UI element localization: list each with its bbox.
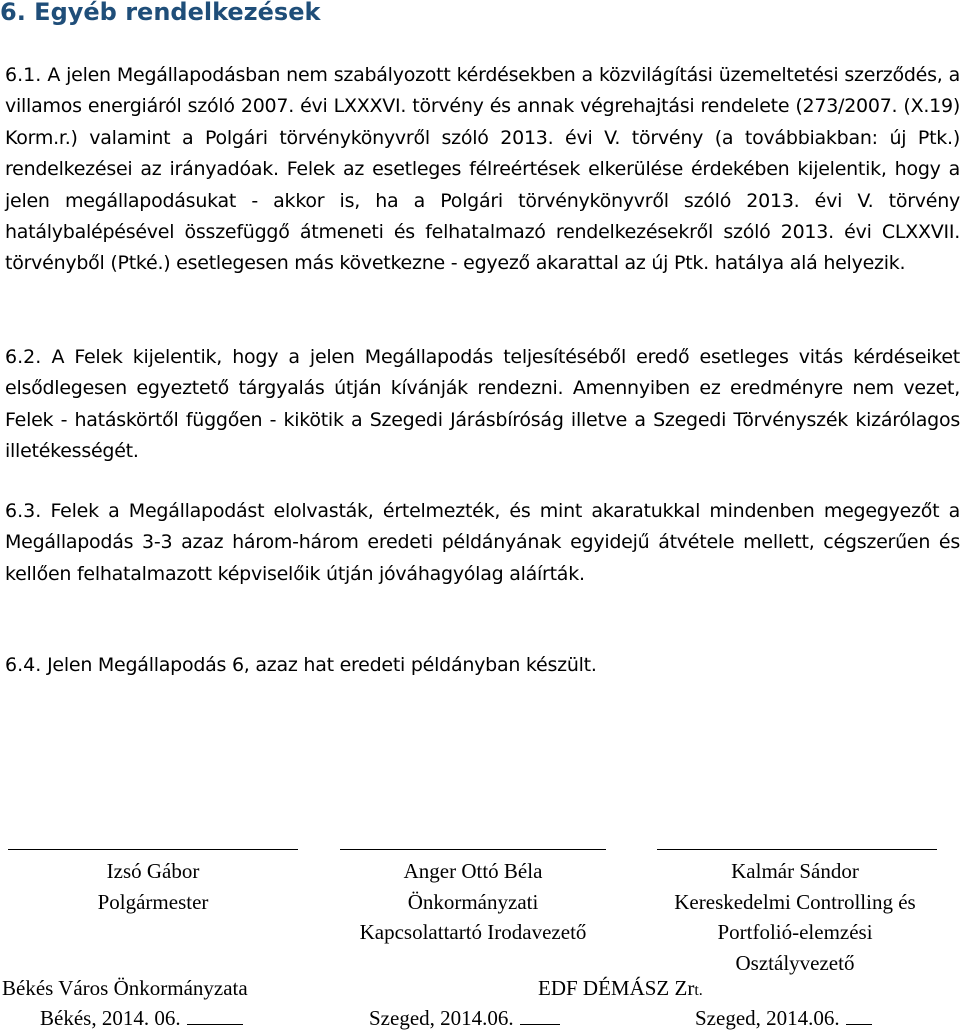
signature-line-3 bbox=[657, 849, 937, 850]
organization-right-main: EDF DÉMÁSZ Zr bbox=[538, 976, 695, 1000]
place-date-2 bbox=[369, 1003, 560, 1033]
signature-line-1 bbox=[8, 849, 298, 850]
paragraph-6-2 bbox=[5, 342, 960, 468]
paragraph-6-1 bbox=[5, 60, 960, 280]
place-date-text: Békés, 2014. 06. bbox=[40, 1006, 181, 1030]
organization-right-suffix: t. bbox=[694, 982, 703, 999]
signatory-name: Kalmár Sándor bbox=[731, 859, 859, 883]
signatory-title: Kapcsolattartó Irodavezető bbox=[359, 920, 587, 944]
section-heading: 6. Egyéb rendelkezések bbox=[0, 0, 321, 26]
paragraph-6-4 bbox=[5, 650, 960, 681]
signatory-title: Portfolió-elemzési bbox=[717, 920, 873, 944]
signature-line-2 bbox=[340, 849, 606, 850]
signatory-title: Kereskedelmi Controlling és bbox=[674, 889, 916, 914]
signatory-1 bbox=[8, 856, 298, 917]
paragraph-6-3 bbox=[5, 496, 960, 590]
paragraph-number: 6.2. bbox=[5, 346, 42, 368]
paragraph-text: Felek a Megállapodást elolvasták, értelmezték, és mint akaratukkal mindenben megegyezőt a Megállapodás 3-3 azaz három-három eredeti példányának egyidejű átvétele mellett, cégszerűen és kellően felhatalmazott képviselőik útján jóváhagyólag aláírták. bbox=[5, 500, 960, 585]
place-date-3 bbox=[695, 1003, 872, 1033]
day-blank bbox=[846, 1006, 872, 1025]
signatory-title: Önkormányzati bbox=[407, 889, 539, 914]
signatory-2 bbox=[320, 856, 626, 948]
paragraph-text: A Felek kijelentik, hogy a jelen Megállapodás teljesítéséből eredő esetleges vitás kérdéseiket elsődlegesen egyeztető tárgyalás útján kívánják rendezni. Amennyiben ez eredményre nem vezet, Felek - hatáskörtől függően - kikötik a Szegedi Járásbíróság illetve a Szegedi Törvényszék kizárólagos illetékességét. bbox=[5, 346, 960, 463]
paragraph-number: 6.3. bbox=[5, 500, 42, 522]
place-date-text: Szeged, 2014.06. bbox=[695, 1006, 840, 1030]
signatory-name: Anger Ottó Béla bbox=[403, 859, 543, 883]
signatory-3 bbox=[640, 856, 950, 978]
paragraph-number: 6.4. bbox=[5, 654, 42, 676]
place-date-1 bbox=[40, 1003, 243, 1033]
signatory-name: Izsó Gábor bbox=[106, 859, 200, 883]
signatory-title: Polgármester bbox=[97, 889, 209, 914]
paragraph-text: Jelen Megállapodás 6, azaz hat eredeti példányban készült. bbox=[47, 654, 597, 676]
day-blank bbox=[187, 1006, 243, 1025]
organization-right bbox=[538, 973, 703, 1006]
paragraph-number: 6.1. bbox=[5, 64, 42, 86]
place-date-text: Szeged, 2014.06. bbox=[369, 1006, 514, 1030]
paragraph-text: A jelen Megállapodásban nem szabályozott kérdésekben a közvilágítási üzemeltetési szerződés, a villamos energiáról szóló 2007. évi LXXXVI. törvény és annak végrehajtási rendelete (273/2007. (X.19) Korm.r.) valamint a Polgári törvénykönyvről szóló 2013. évi V. törvény (a továbbiakban: új Ptk.) rendelkezései az irányadóak. Felek az esetleges félreértések elkerülése érdekében kijelentik, hogy a jelen megállapodásukat - akkor is, ha a Polgári törvénykönyvről szóló 2013. évi V. törvény hatálybalépésével összefüggő átmeneti és felhatalmazó rendelkezésekről szóló 2013. évi CLXXVII. törvényből (Ptké.) esetlegesen más következne - egyező akarattal az új Ptk. hatálya alá helyezik. bbox=[5, 64, 960, 275]
signatory-title: Osztályvezető bbox=[735, 950, 855, 975]
organization-left: Békés Város Önkormányzata bbox=[2, 976, 248, 1000]
day-blank bbox=[520, 1006, 560, 1025]
